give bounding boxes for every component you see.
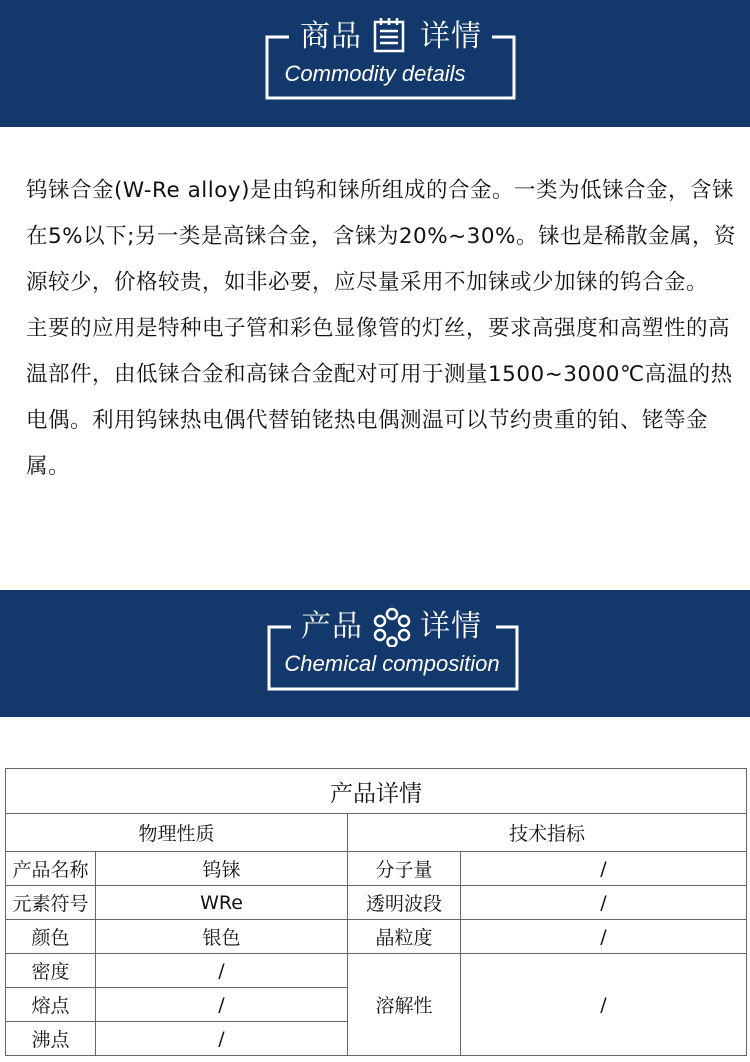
section-title-right: 详情 [420,19,482,54]
table-title-row [6,769,747,814]
property-value: WRe [96,886,348,920]
tech-label: 分子量 [348,852,461,886]
description-paragraph: 主要的应用是特种电子管和彩色显像管的灯丝，要求高强度和高塑性的高温部件，由低铼合金和高铼合金配对可用于测量1500~3000℃高温的热电偶。利用钨铼热电偶代替铂铑热电偶测温可以节约贵重的铂、铑等金属。 [26,316,733,479]
tech-label: 透明波段 [348,886,461,920]
property-label: 熔点 [6,988,96,1022]
table-header-row [6,814,747,852]
tech-value: / [461,852,747,886]
physical-properties-header: 物理性质 [6,814,348,852]
product-description [26,168,736,490]
section-subtitle: Chemical composition [284,651,500,676]
property-value: 银色 [96,920,348,954]
property-value: / [96,1022,348,1056]
section-subtitle: Commodity details [284,61,466,86]
property-value: / [96,954,348,988]
tech-value: / [461,920,747,954]
tech-value: / [461,954,747,1056]
section-title-right: 详情 [420,609,482,644]
table-row [6,886,747,920]
description-paragraph: 钨铼合金(W-Re alloy)是由钨和铼所组成的合金。一类为低铼合金，含铼在5%以下;另一类是高铼合金，含铼为20%~30%。铼也是稀散金属，资源较少，价格较贵，如非必要，应尽量采用不加铼或少加铼的钨合金。 [26,178,736,295]
property-label: 产品名称 [6,852,96,886]
molecule-icon [372,607,412,651]
property-label: 元素符号 [6,886,96,920]
header-banner [0,0,750,127]
tech-label: 晶粒度 [348,920,461,954]
table-row [6,954,747,988]
property-value: 钨铼 [96,852,348,886]
property-label: 密度 [6,954,96,988]
section-title-left: 商品 [300,19,362,54]
table-row [6,920,747,954]
property-label: 沸点 [6,1022,96,1056]
product-spec-table [5,768,747,1056]
composition-banner [0,590,750,717]
tech-label: 溶解性 [348,954,461,1056]
notepad-icon [372,17,406,57]
technical-specs-header: 技术指标 [348,814,747,852]
tech-value: / [461,886,747,920]
section-title-left: 产品 [301,609,363,644]
table-title: 产品详情 [6,769,747,814]
property-value: / [96,988,348,1022]
table-row [6,852,747,886]
property-label: 颜色 [6,920,96,954]
